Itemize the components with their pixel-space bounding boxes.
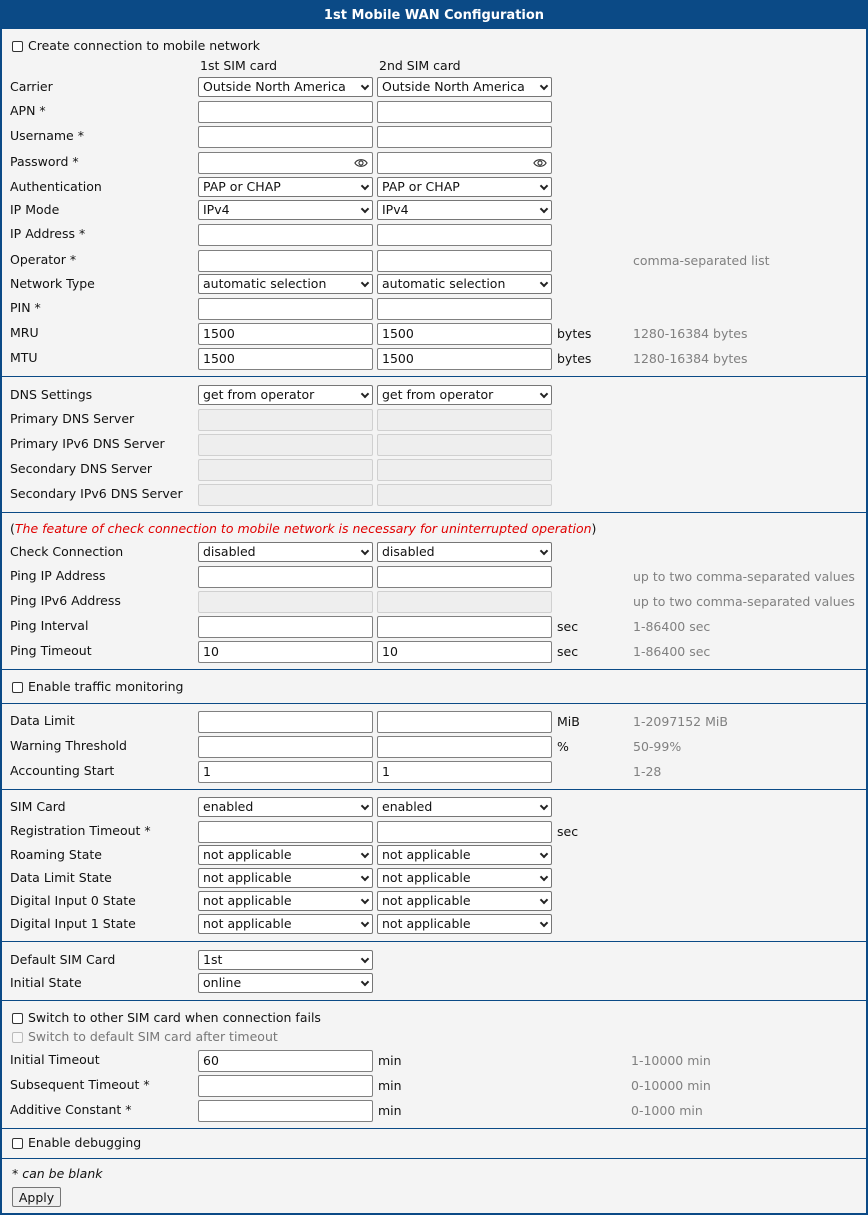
dns-settings-select-sim2[interactable]: get from operator bbox=[377, 385, 552, 405]
authentication-select-sim1[interactable]: PAP or CHAP bbox=[198, 177, 373, 197]
chevron-down-icon bbox=[540, 896, 548, 904]
primary-ipv6-dns-label: Primary IPv6 DNS Server bbox=[10, 436, 165, 451]
apn-label: APN * bbox=[10, 103, 46, 118]
carrier-select-sim2[interactable]: Outside North America bbox=[377, 77, 552, 97]
primary-ipv6-dns-input-sim2 bbox=[377, 434, 552, 456]
pin-input-sim1[interactable] bbox=[198, 298, 373, 320]
secondary-dns-input-sim1 bbox=[198, 459, 373, 481]
warning-threshold-input-sim1[interactable] bbox=[198, 736, 373, 758]
ip-address-label: IP Address * bbox=[10, 226, 86, 241]
chevron-down-icon bbox=[361, 279, 369, 287]
switch-to-default-checkbox: Switch to default SIM card after timeout bbox=[12, 1029, 278, 1045]
enable-traffic-monitoring-checkbox[interactable]: Enable traffic monitoring bbox=[12, 679, 183, 695]
initial-timeout-input[interactable]: 60 bbox=[198, 1050, 373, 1072]
default-sim-card-select[interactable]: 1st bbox=[198, 950, 373, 970]
dns-settings-label: DNS Settings bbox=[10, 387, 93, 402]
chevron-down-icon bbox=[361, 182, 369, 190]
chevron-down-icon bbox=[361, 547, 369, 555]
warning-threshold-label: Warning Threshold bbox=[10, 738, 127, 753]
data-limit-state-select-sim1[interactable]: not applicable bbox=[198, 868, 373, 888]
network-type-select-sim1[interactable]: automatic selection bbox=[198, 274, 373, 294]
carrier-label: Carrier bbox=[10, 79, 53, 94]
additive-constant-input[interactable] bbox=[198, 1100, 373, 1122]
sim-card-label: SIM Card bbox=[10, 799, 66, 814]
mtu-hint: 1280-16384 bytes bbox=[633, 351, 748, 366]
digital-input-1-select-sim1[interactable]: not applicable bbox=[198, 914, 373, 934]
eye-icon[interactable] bbox=[533, 156, 547, 170]
subsequent-timeout-label: Subsequent Timeout * bbox=[10, 1077, 150, 1092]
pin-input-sim2[interactable] bbox=[377, 298, 552, 320]
primary-ipv6-dns-input-sim1 bbox=[198, 434, 373, 456]
ping-timeout-label: Ping Timeout bbox=[10, 643, 92, 658]
digital-input-0-label: Digital Input 0 State bbox=[10, 893, 136, 908]
registration-timeout-input-sim2[interactable] bbox=[377, 821, 552, 843]
accounting-start-input-sim1[interactable]: 1 bbox=[198, 761, 373, 783]
section-divider bbox=[2, 669, 866, 670]
checkbox-box[interactable] bbox=[12, 1013, 23, 1024]
chevron-down-icon bbox=[361, 850, 369, 858]
sim-card-select-sim2[interactable]: enabled bbox=[377, 797, 552, 817]
ping-interval-input-sim2[interactable] bbox=[377, 616, 552, 638]
data-limit-input-sim2[interactable] bbox=[377, 711, 552, 733]
ping-ipv6-input-sim1 bbox=[198, 591, 373, 613]
subsequent-timeout-unit: min bbox=[378, 1078, 402, 1093]
digital-input-0-select-sim2[interactable]: not applicable bbox=[377, 891, 552, 911]
chevron-down-icon bbox=[361, 955, 369, 963]
chevron-down-icon bbox=[540, 547, 548, 555]
username-input-sim1[interactable] bbox=[198, 126, 373, 148]
mru-input-sim1[interactable]: 1500 bbox=[198, 323, 373, 345]
password-input-sim1[interactable] bbox=[198, 152, 373, 174]
chevron-down-icon bbox=[361, 802, 369, 810]
create-connection-checkbox[interactable]: Create connection to mobile network bbox=[12, 38, 260, 54]
checkbox-box[interactable] bbox=[12, 1138, 23, 1149]
accounting-start-label: Accounting Start bbox=[10, 763, 115, 778]
subsequent-timeout-input[interactable] bbox=[198, 1075, 373, 1097]
check-connection-select-sim2[interactable]: disabled bbox=[377, 542, 552, 562]
column-header-sim1: 1st SIM card bbox=[200, 58, 278, 73]
data-limit-unit: MiB bbox=[557, 714, 580, 729]
carrier-select-sim1[interactable]: Outside North America bbox=[198, 77, 373, 97]
pin-label: PIN * bbox=[10, 300, 41, 315]
chevron-down-icon bbox=[361, 390, 369, 398]
chevron-down-icon bbox=[361, 873, 369, 881]
blank-note: * can be blank bbox=[12, 1166, 103, 1181]
initial-timeout-hint: 1-10000 min bbox=[631, 1053, 711, 1068]
primary-dns-input-sim1 bbox=[198, 409, 373, 431]
initial-state-label: Initial State bbox=[10, 975, 82, 990]
section-divider bbox=[2, 1128, 866, 1129]
ip-address-input-sim1[interactable] bbox=[198, 224, 373, 246]
initial-timeout-unit: min bbox=[378, 1053, 402, 1068]
data-limit-input-sim1[interactable] bbox=[198, 711, 373, 733]
operator-input-sim1[interactable] bbox=[198, 250, 373, 272]
chevron-down-icon bbox=[540, 279, 548, 287]
ip-address-input-sim2[interactable] bbox=[377, 224, 552, 246]
accounting-start-hint: 1-28 bbox=[633, 764, 662, 779]
operator-hint: comma-separated list bbox=[633, 253, 770, 268]
apn-input-sim2[interactable] bbox=[377, 101, 552, 123]
ping-ip-input-sim1[interactable] bbox=[198, 566, 373, 588]
ping-ipv6-input-sim2 bbox=[377, 591, 552, 613]
data-limit-state-label: Data Limit State bbox=[10, 870, 112, 885]
data-limit-state-select-sim2[interactable]: not applicable bbox=[377, 868, 552, 888]
digital-input-1-select-sim2[interactable]: not applicable bbox=[377, 914, 552, 934]
check-connection-warning: (The feature of check connection to mobile network is necessary for uninterrupted operation) bbox=[10, 521, 597, 536]
secondary-dns-input-sim2 bbox=[377, 459, 552, 481]
mtu-input-sim1[interactable]: 1500 bbox=[198, 348, 373, 370]
ip-mode-select-sim1[interactable]: IPv4 bbox=[198, 200, 373, 220]
ping-interval-hint: 1-86400 sec bbox=[633, 619, 711, 634]
section-divider bbox=[2, 941, 866, 942]
password-label: Password * bbox=[10, 154, 79, 169]
chevron-down-icon bbox=[361, 896, 369, 904]
chevron-down-icon bbox=[540, 850, 548, 858]
chevron-down-icon bbox=[540, 802, 548, 810]
check-connection-select-sim1[interactable]: disabled bbox=[198, 542, 373, 562]
ping-ip-input-sim2[interactable] bbox=[377, 566, 552, 588]
roaming-state-select-sim1[interactable]: not applicable bbox=[198, 845, 373, 865]
additive-constant-label: Additive Constant * bbox=[10, 1102, 132, 1117]
mru-label: MRU bbox=[10, 325, 39, 340]
secondary-ipv6-dns-input-sim1 bbox=[198, 484, 373, 506]
registration-timeout-label: Registration Timeout * bbox=[10, 823, 151, 838]
apn-input-sim1[interactable] bbox=[198, 101, 373, 123]
checkbox-box[interactable] bbox=[12, 41, 23, 52]
chevron-down-icon bbox=[540, 390, 548, 398]
chevron-down-icon bbox=[361, 978, 369, 986]
chevron-down-icon bbox=[361, 919, 369, 927]
section-divider bbox=[2, 703, 866, 704]
sim-card-select-sim1[interactable]: enabled bbox=[198, 797, 373, 817]
warning-threshold-input-sim2[interactable] bbox=[377, 736, 552, 758]
operator-label: Operator * bbox=[10, 252, 77, 267]
ping-timeout-hint: 1-86400 sec bbox=[633, 644, 711, 659]
initial-state-select[interactable]: online bbox=[198, 973, 373, 993]
checkbox-box[interactable] bbox=[12, 682, 23, 693]
ping-timeout-input-sim1[interactable]: 10 bbox=[198, 641, 373, 663]
roaming-state-select-sim2[interactable]: not applicable bbox=[377, 845, 552, 865]
default-sim-card-label: Default SIM Card bbox=[10, 952, 116, 967]
chevron-down-icon bbox=[540, 182, 548, 190]
mru-unit: bytes bbox=[557, 326, 592, 341]
chevron-down-icon bbox=[540, 919, 548, 927]
password-input-sim2[interactable] bbox=[377, 152, 552, 174]
apply-button[interactable]: Apply bbox=[12, 1187, 61, 1207]
eye-icon[interactable] bbox=[354, 156, 368, 170]
ping-ipv6-hint: up to two comma-separated values bbox=[633, 594, 855, 609]
authentication-select-sim2[interactable]: PAP or CHAP bbox=[377, 177, 552, 197]
switch-on-fail-checkbox[interactable]: Switch to other SIM card when connection fails bbox=[12, 1010, 321, 1026]
primary-dns-label: Primary DNS Server bbox=[10, 411, 135, 426]
mtu-input-sim2[interactable]: 1500 bbox=[377, 348, 552, 370]
section-divider bbox=[2, 1000, 866, 1001]
digital-input-1-label: Digital Input 1 State bbox=[10, 916, 136, 931]
chevron-down-icon bbox=[540, 205, 548, 213]
panel-title: 1st Mobile WAN Configuration bbox=[2, 2, 866, 29]
mru-input-sim2[interactable]: 1500 bbox=[377, 323, 552, 345]
chevron-down-icon bbox=[540, 82, 548, 90]
section-divider bbox=[2, 789, 866, 790]
section-divider bbox=[2, 1158, 866, 1159]
section-divider bbox=[2, 512, 866, 513]
data-limit-hint: 1-2097152 MiB bbox=[633, 714, 728, 729]
ping-ip-label: Ping IP Address bbox=[10, 568, 106, 583]
column-header-sim2: 2nd SIM card bbox=[379, 58, 461, 73]
secondary-dns-label: Secondary DNS Server bbox=[10, 461, 153, 476]
mtu-label: MTU bbox=[10, 350, 38, 365]
mtu-unit: bytes bbox=[557, 351, 592, 366]
registration-timeout-input-sim1[interactable] bbox=[198, 821, 373, 843]
authentication-label: Authentication bbox=[10, 179, 102, 194]
operator-input-sim2[interactable] bbox=[377, 250, 552, 272]
warning-threshold-unit: % bbox=[557, 739, 569, 754]
network-type-label: Network Type bbox=[10, 276, 95, 291]
accounting-start-input-sim2[interactable]: 1 bbox=[377, 761, 552, 783]
chevron-down-icon bbox=[361, 82, 369, 90]
network-type-select-sim2[interactable]: automatic selection bbox=[377, 274, 552, 294]
enable-debugging-checkbox[interactable]: Enable debugging bbox=[12, 1135, 141, 1151]
dns-settings-select-sim1[interactable]: get from operator bbox=[198, 385, 373, 405]
additive-constant-unit: min bbox=[378, 1103, 402, 1118]
ip-mode-select-sim2[interactable]: IPv4 bbox=[377, 200, 552, 220]
secondary-ipv6-dns-label: Secondary IPv6 DNS Server bbox=[10, 486, 183, 501]
ping-timeout-unit: sec bbox=[557, 644, 579, 659]
ping-interval-unit: sec bbox=[557, 619, 579, 634]
ip-mode-label: IP Mode bbox=[10, 202, 60, 217]
additive-constant-hint: 0-1000 min bbox=[631, 1103, 703, 1118]
data-limit-label: Data Limit bbox=[10, 713, 75, 728]
initial-timeout-label: Initial Timeout bbox=[10, 1052, 100, 1067]
chevron-down-icon bbox=[361, 205, 369, 213]
roaming-state-label: Roaming State bbox=[10, 847, 102, 862]
checkbox-box bbox=[12, 1032, 23, 1043]
subsequent-timeout-hint: 0-10000 min bbox=[631, 1078, 711, 1093]
ping-interval-label: Ping Interval bbox=[10, 618, 89, 633]
warning-threshold-hint: 50-99% bbox=[633, 739, 682, 754]
ping-timeout-input-sim2[interactable]: 10 bbox=[377, 641, 552, 663]
ping-ipv6-label: Ping IPv6 Address bbox=[10, 593, 121, 608]
secondary-ipv6-dns-input-sim2 bbox=[377, 484, 552, 506]
primary-dns-input-sim2 bbox=[377, 409, 552, 431]
ping-ip-hint: up to two comma-separated values bbox=[633, 569, 855, 584]
section-divider bbox=[2, 376, 866, 377]
mru-hint: 1280-16384 bytes bbox=[633, 326, 748, 341]
registration-timeout-unit: sec bbox=[557, 824, 579, 839]
username-input-sim2[interactable] bbox=[377, 126, 552, 148]
ping-interval-input-sim1[interactable] bbox=[198, 616, 373, 638]
check-connection-label: Check Connection bbox=[10, 544, 124, 559]
digital-input-0-select-sim1[interactable]: not applicable bbox=[198, 891, 373, 911]
chevron-down-icon bbox=[540, 873, 548, 881]
username-label: Username * bbox=[10, 128, 84, 143]
